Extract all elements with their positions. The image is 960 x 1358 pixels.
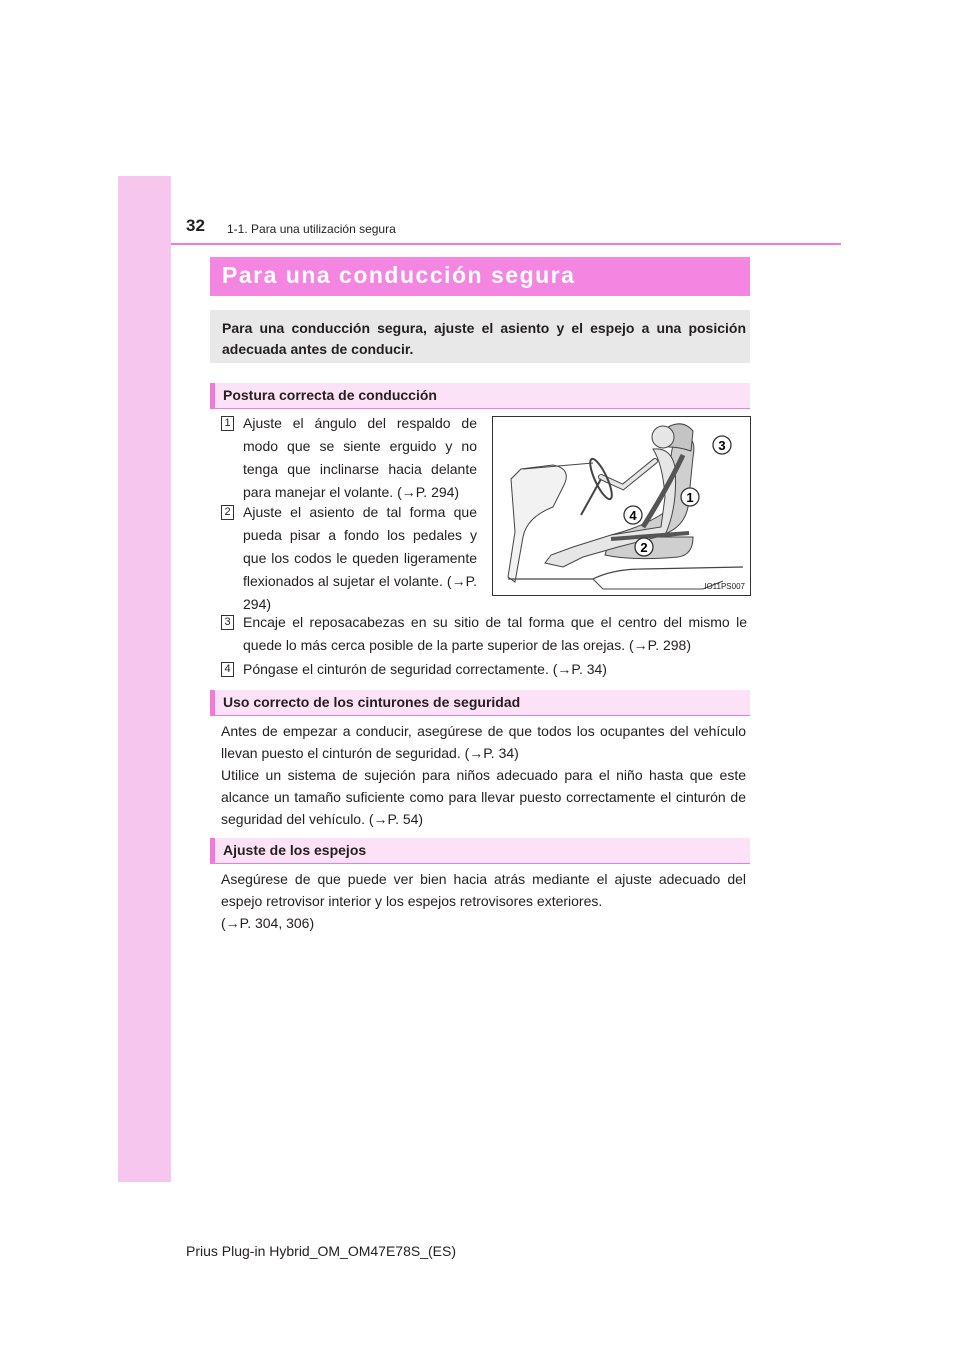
driver-seat-drawing: [493, 417, 750, 595]
figure-code: IO11PS007: [704, 582, 745, 591]
section-heading-seatbelts: [210, 690, 750, 716]
driving-posture-illustration: [492, 416, 751, 596]
page-number: 32: [186, 216, 205, 235]
section-heading-text: Postura correcta de conducción: [223, 387, 437, 403]
seatbelt-text: [221, 720, 746, 830]
section-heading-posture: [210, 383, 750, 409]
item-number-4: 4: [221, 662, 234, 677]
intro-text: Para una conducción segura, ajuste el asiento y el espejo a una posición adecuada antes de conducir.: [222, 320, 746, 357]
callout-3: 3: [718, 438, 726, 453]
section-heading-text: Uso correcto de los cinturones de seguridad: [223, 694, 521, 710]
callout-2: 2: [640, 540, 648, 555]
heading-marker: [210, 383, 215, 408]
section-reference: 1-1. Para una utilización segura: [227, 222, 396, 236]
side-tab: [118, 176, 171, 1182]
mirrors-paragraph-1: Asegúrese de que puede ver bien hacia atrás mediante el ajuste adecuado del espejo retrovisor interior y los espejos retrovisores exteriores.: [221, 871, 746, 909]
heading-marker: [210, 838, 215, 863]
item-text-3: Encaje el reposacabezas en su sitio de tal forma que el centro del mismo le quede lo más cerca posible de la parte superior de las orejas. (→P. 298): [243, 614, 747, 653]
item-number-2: 2: [221, 505, 234, 520]
callout-1: 1: [686, 490, 694, 505]
seatbelt-paragraph-1: Antes de empezar a conducir, asegúrese de que todos los ocupantes del vehículo llevan puesto el cinturón de seguridad. (→P. 34): [221, 723, 746, 761]
item-number-3: 3: [221, 615, 234, 630]
intro-box: [210, 310, 750, 363]
item-text-1: Ajuste el ángulo del respaldo de modo que se siente erguido y no tenga que inclinarse hacia delante para manejar el volante. (→P. 294): [243, 415, 477, 500]
mirrors-paragraph-2: (→P. 304, 306): [221, 915, 315, 931]
seatbelt-paragraph-2: Utilice un sistema de sujeción para niños adecuado para el niño hasta que este alcance un tamaño suficiente como para llevar puesto correctamente el cinturón de seguridad del vehículo. (→P. 54): [221, 767, 746, 827]
callout-4: 4: [629, 508, 637, 523]
item-text-4: Póngase el cinturón de seguridad correctamente. (→P. 34): [243, 661, 607, 677]
item-number-1: 1: [221, 416, 234, 431]
header-divider: [171, 243, 841, 245]
section-heading-text: Ajuste de los espejos: [223, 842, 367, 858]
page-title: Para una conducción segura: [222, 262, 576, 288]
footer-doc-id: Prius Plug-in Hybrid_OM_OM47E78S_(ES): [186, 1243, 456, 1259]
item-text-2: Ajuste el asiento de tal forma que pueda pisar a fondo los pedales y que los codos le queden ligeramente flexionados al sujetar el volante. (→P. 294): [243, 504, 477, 612]
page-title-bar: [210, 257, 750, 296]
section-heading-mirrors: [210, 838, 750, 864]
heading-marker: [210, 690, 215, 715]
mirrors-text: [221, 868, 746, 934]
